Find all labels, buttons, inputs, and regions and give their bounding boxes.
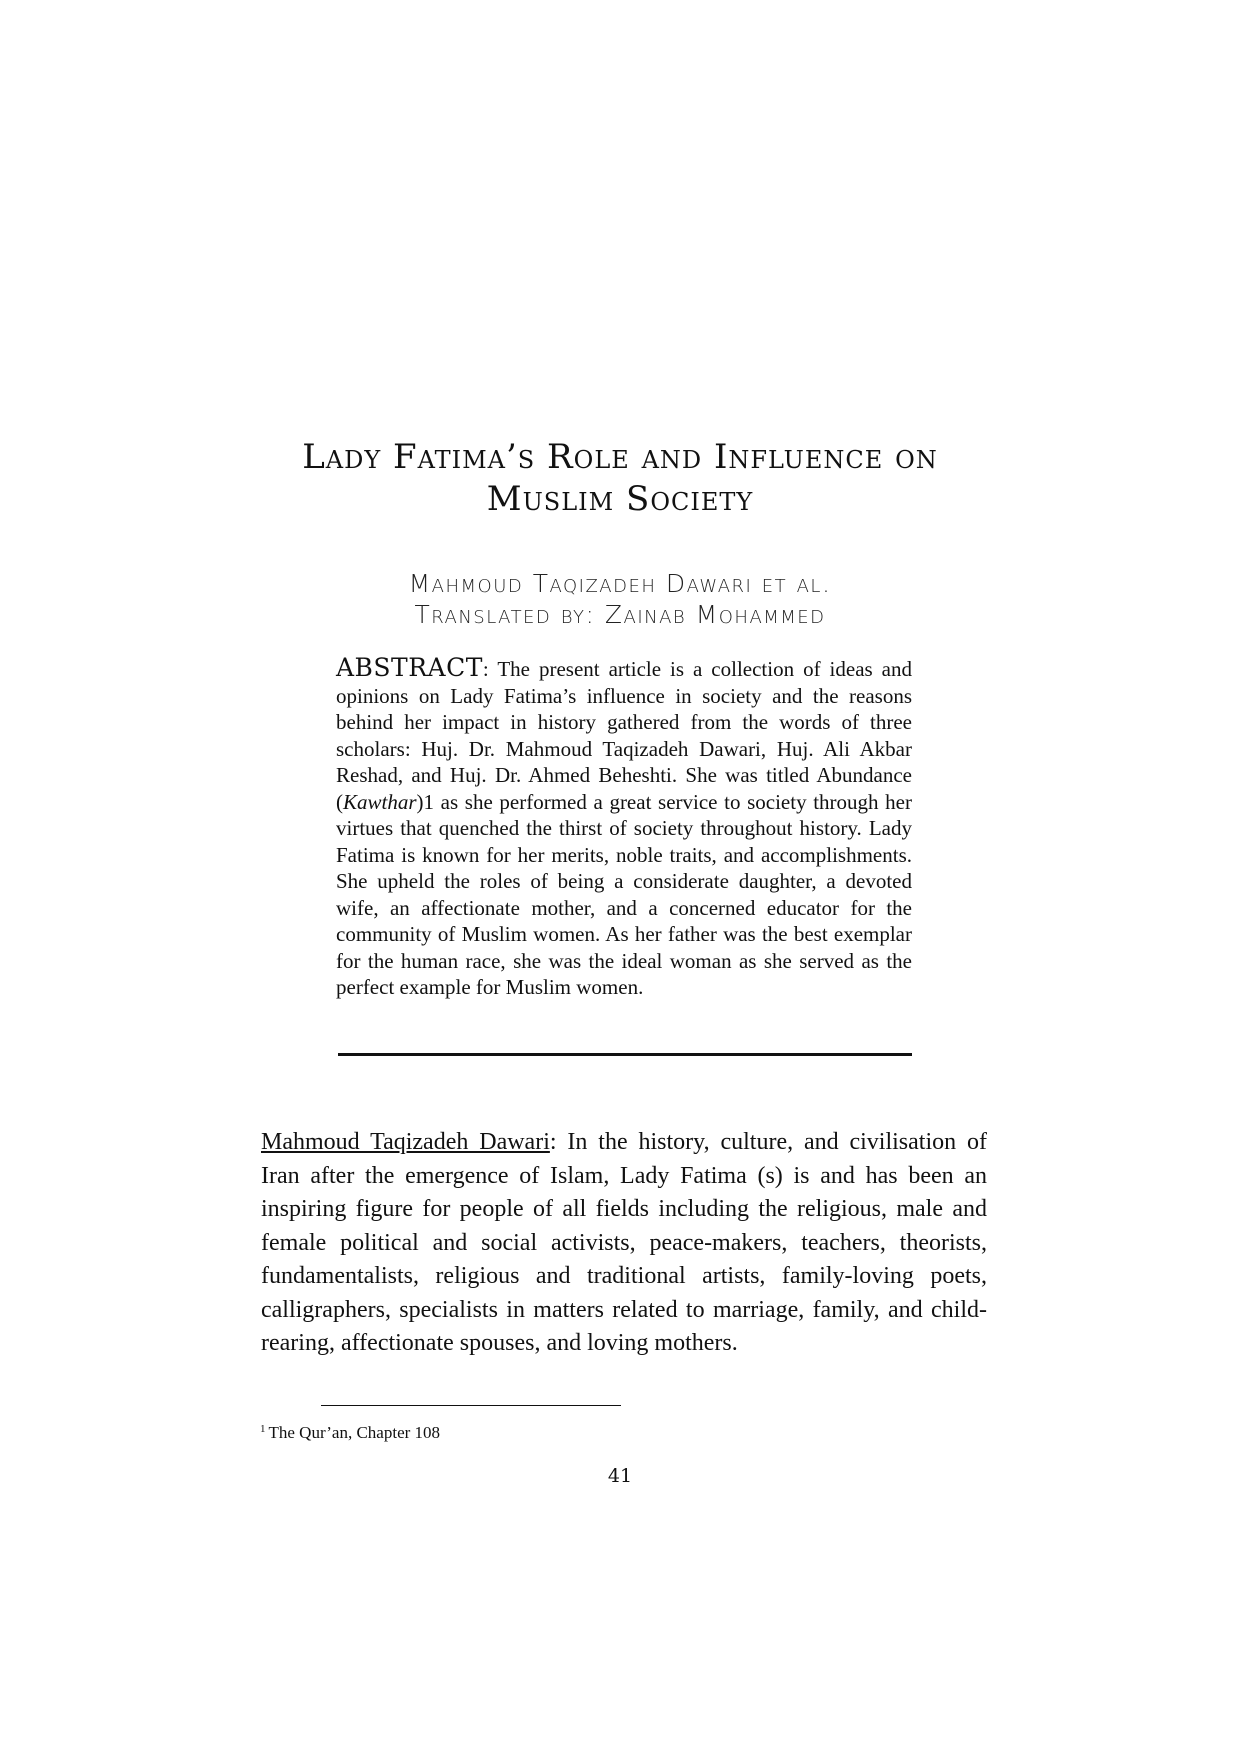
abstract-divider [338, 1053, 912, 1056]
article-title-line-1: Lady Fatima’s Role and Influence on [302, 437, 938, 477]
article-title [0, 436, 1240, 520]
translator-credit: Translated by: Zainab Mohammed [414, 600, 826, 629]
abstract-text-part-1: The present article is a collection of ideas and opinions on Lady Fatima’s influence in society and the reasons behind her impact in history gathered from the words of three scholars: Huj. Dr. Mahmoud Taqizadeh Dawari, Huj. Ali Akbar Reshad, and Huj. Dr. Ahmed Beheshti. She was titled Abundance ( [336, 657, 912, 814]
abstract-text-part-2: )1 as she performed a great service to society through her virtues that quenched the thirst of society throughout history. Lady Fatima is known for her merits, noble traits, and accomplishments. She upheld the roles of being a considerate daughter, a devoted wife, an affectionate mother, and a concerned educator for the community of Muslim women. As her father was the best exemplar for the human race, she was the ideal woman as she served as the perfect example for Muslim women. [336, 789, 912, 999]
abstract-label: ABSTRACT [336, 653, 483, 682]
author-credits [0, 568, 1240, 630]
article-title-line-2: Muslim Society [486, 479, 754, 519]
footnote [260, 1418, 440, 1444]
body-paragraph: Mahmoud Taqizadeh Dawari: In the history, culture, and civilisation of Iran after the emergence of Islam, Lady Fatima (s) is and has been an inspiring figure for people of all fields including the religious, male and female political and social activists, peace-makers, teachers, theorists, fundamentalists, religious and traditional artists, family-loving poets, calligraphers, specialists in matters related to marriage, family, and child-rearing, affectionate spouses, and loving mothers. [261, 1129, 988, 1356]
abstract-italic-term: Kawthar [343, 789, 417, 814]
footnote-text: The Qur’an, Chapter 108 [268, 1423, 441, 1442]
speaker-name: Mahmoud Taqizadeh Dawari [261, 1129, 550, 1155]
abstract-paragraph: ABSTRACT: The present article is a collection of ideas and opinions on Lady Fatima’s influence in society and the reasons behind her impact in history gathered from the words of three scholars: Huj. Dr. Mahmoud Taqizadeh Dawari, Huj. Ali Akbar Reshad, and Huj. Dr. Ahmed Beheshti. She was titled Abundance (Kawthar)1 as she performed a great service to society through her virtues that quenched the thirst of society throughout history. Lady Fatima is known for her merits, noble traits, and accomplishments. She upheld the roles of being a considerate daughter, a devoted wife, an affectionate mother, and a concerned educator for the community of Muslim women. As her father was the best exemplar for the human race, she was the ideal woman as she served as the perfect example for Muslim women. [336, 653, 912, 999]
footnote-divider [321, 1405, 621, 1406]
author-name: Mahmoud Taqizadeh Dawari et al. [408, 569, 832, 598]
body-paragraph-text: In the history, culture, and civilisation of Iran after the emergence of Islam, Lady Fatima (s) is and has been an inspiring figure for people of all fields including the religious, male and female political and social activists, peace-makers, teachers, theorists, fundamentalists, religious and traditional artists, family-loving poets, calligraphers, specialists in matters related to marriage, family, and child-rearing, affectionate spouses, and loving mothers. [261, 1129, 988, 1356]
page-number: 41 [607, 1465, 633, 1487]
footnote-marker: 1 [260, 1423, 266, 1435]
